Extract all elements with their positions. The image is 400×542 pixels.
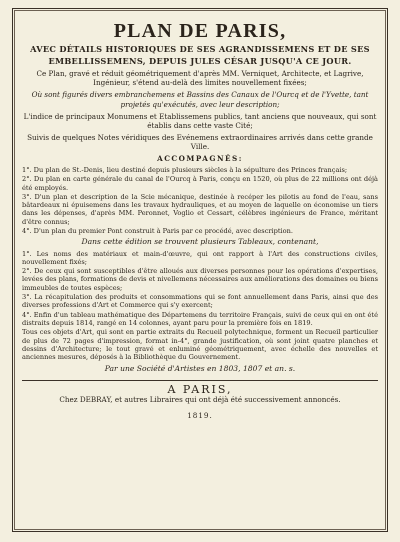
paragraph-plan: Ce Plan, gravé et réduit géométriquement d'après MM. Verniquet, Architecte, et Lagrive, Ingénieur, s'étend au-delà des limites nouvellement fixées; [36,69,364,88]
accompagnes-heading: ACCOMPAGNÉS: [157,153,243,163]
subtitle-line-2: EMBELLISSEMENS, DEPUIS JULES CÉSAR JUSQU'A CE JOUR. [48,56,352,66]
publisher-line: Chez DEBRAY, et autres Libraires qui ont déjà été successivement annoncés. [59,395,341,405]
list-item: 1°. Les noms des matériaux et main-d'œuvre, qui ont rapport à l'Art des constructions civiles, nouvellement fixés; [22,249,378,266]
paragraph-canals: Où sont figurés divers embranchemens et Bassins des Canaux de l'Ourcq et de l'Yvette, tant projetés qu'exécutés, avec leur description; [31,90,369,109]
list-item: 2°. De ceux qui sont susceptibles d'être alloués aux diverses personnes pour les opérations d'expertises, levées des plans, formations de devis et nivellemens nécessaires aux améliorations des domaines ou biens immeubles de toutes espèces; [22,267,378,292]
society-line: Par une Société d'Artistes en 1803, 1807 et an. s. [104,364,296,374]
page-title: PLAN DE PARIS, [113,20,287,42]
list-item: 3°. La récapitulation des produits et consommations qui se font annuellement dans Paris, ainsi que des diverses professions d'Art et Commerce qui s'y exercent; [22,293,378,310]
paragraph-monuments: L'indice de principaux Monumens et Etablissemens publics, tant anciens que nouveaux, qui sont établis dans cette vaste Cité; [23,111,377,131]
page-content [22,20,378,421]
list-item: 4°. Enfin d'un tableau mathématique des Départemens du territoire Français, suivi de ceux qui en ont été distraits depuis 1814, rangé en 14 colonnes, ayant paru pour la première fois en 1819. [22,310,378,327]
list-item: 4°. D'un plan du premier Pont construit à Paris par ce procédé, avec description. [22,227,293,235]
list-item: 1°. Du plan de St.-Denis, lieu destiné depuis plusieurs siècles à la sépulture des Princes français; [22,165,348,174]
city-line: A PARIS, [167,382,233,396]
subtitle-line-1: AVEC DÉTAILS HISTORIQUES DE SES AGRANDISSEMENS ET DE SES [30,44,370,54]
list-item: 3°. D'un plan et description de la Scie mécanique, destinée à recéper les pilotis au fond de l'eau, sans bâtardeaux ni épuisemens dans les travaux hydrauliques, et au moyen de laquelle on économise un tiers dans les dépenses, d'après MM. Peronnet, Voglio et Cessart, célèbres ingénieurs de France, méritant d'être connus; [22,192,378,226]
list-item: 2°. Du plan en carte générale du canal de l'Ourcq à Paris, conçu en 1520, où plus de 22 millions ont déjà été employés. [22,175,378,192]
year-line: 1819. [187,411,213,421]
edition-heading: Dans cette édition se trouvent plusieurs Tableaux, contenant, [81,237,319,247]
paragraph-notes: Suivis de quelques Notes véridiques des Evénemens extraordinaires arrivés dans cette grande Ville. [27,133,373,152]
divider [22,380,378,381]
list-item: Tous ces objets d'Art, qui sont en partie extraits du Recueil polytechnique, forment un Recueil particulier de plus de 72 pages d'impression, format in-4°, grande justification, où sont joint quatre planches et dessins d'Architecture; le tout gravé et enluminé géométriquement, avec échelle des nouvelles et anciennes mesures, déposés à la Bibliothèque du Gouvernement. [22,328,378,362]
